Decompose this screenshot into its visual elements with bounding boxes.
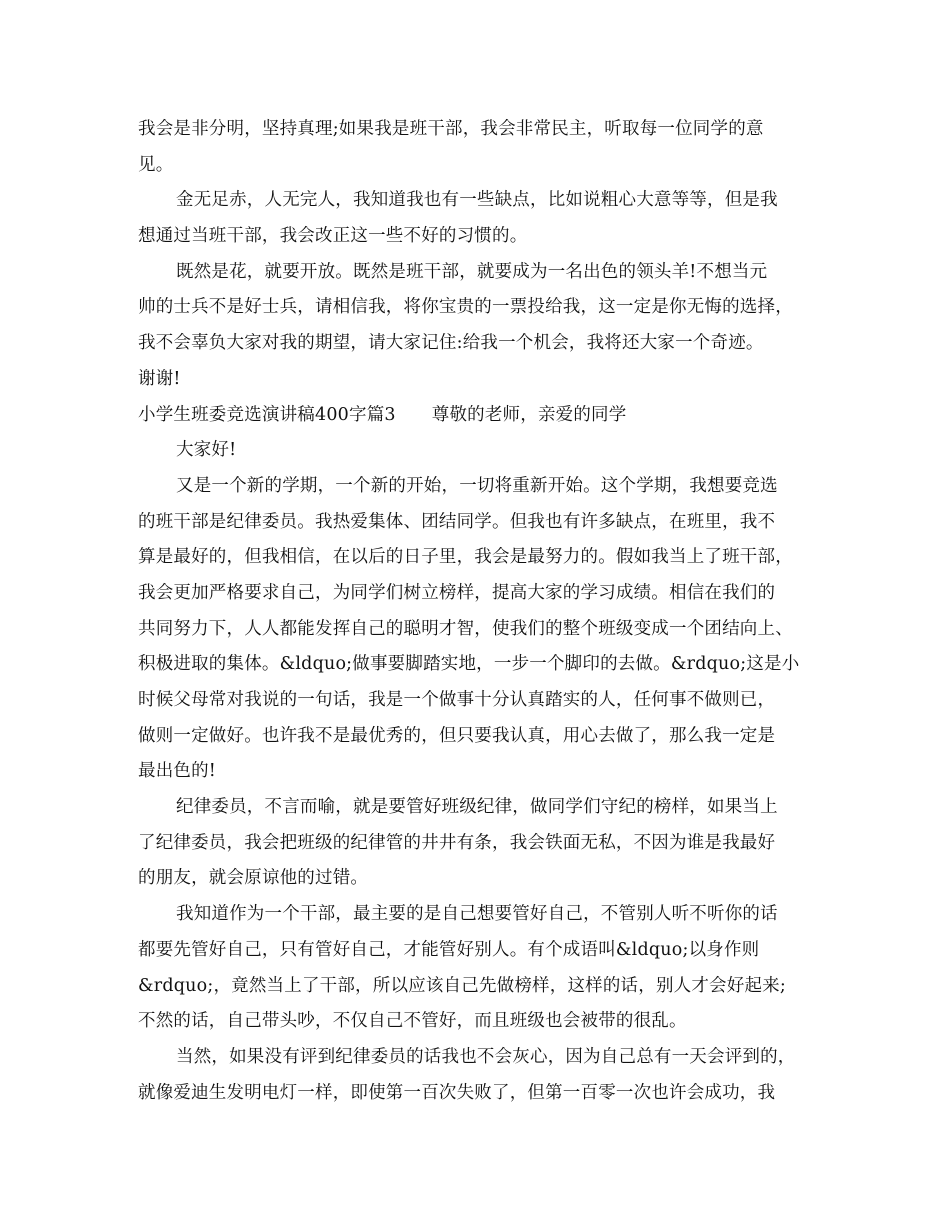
text-line: 积极进取的集体。&ldquo;做事要脚踏实地，一步一个脚印的去做。&rdquo;这是小	[138, 654, 800, 675]
text-line: 时候父母常对我说的一句话，我是一个做事十分认真踏实的人，任何事不做则已，	[138, 690, 776, 710]
text-line: 最出色的!	[138, 761, 217, 782]
text-line: 当然，如果没有评到纪律委员的话我也不会灰心，因为自己总有一天会评到的，	[176, 1046, 796, 1067]
text-line: 就像爱迪生发明电灯一样，即使第一百次失败了，但第一百零一次也许会成功，我	[138, 1082, 776, 1103]
text-line: 帅的士兵不是好士兵，请相信我，将你宝贵的一票投给我，这一定是你无悔的选择，	[138, 297, 793, 318]
text-line: 谢谢!	[138, 368, 181, 389]
document-body	[138, 112, 818, 1111]
text-line: 金无足赤，人无完人，我知道我也有一些缺点，比如说粗心大意等等，但是我	[176, 190, 778, 211]
text-line: 算是最好的，但我相信，在以后的日子里，我会是最努力的。假如我当上了班干部，	[138, 547, 793, 568]
text-line: 共同努力下，人人都能发挥自己的聪明才智，使我们的整个班级变成一个团结向上、	[138, 618, 793, 639]
text-line: 的班干部是纪律委员。我热爱集体、团结同学。但我也有许多缺点，在班里，我不	[138, 511, 776, 532]
text-line: 想通过当班干部，我会改正这一些不好的习惯的。	[138, 226, 528, 247]
text-line: 做则一定做好。也许我不是最优秀的，但只要我认真，用心去做了，那么我一定是	[138, 725, 776, 746]
text-line: 我会更加严格要求自己，为同学们树立榜样，提高大家的学习成绩。相信在我们的	[138, 582, 776, 603]
text-line: 既然是花，就要开放。既然是班干部，就要成为一名出色的领头羊!不想当元	[176, 261, 768, 282]
text-line: 了纪律委员，我会把班级的纪律管的井井有条，我会铁面无私，不因为谁是我最好	[138, 832, 776, 853]
text-line: 见。	[138, 154, 174, 175]
text-line: 又是一个新的学期，一个新的开始，一切将重新开始。这个学期，我想要竞选	[176, 475, 778, 496]
text-line: 都要先管好自己，只有管好自己，才能管好别人。有个成语叫&ldquo;以身作则	[138, 939, 760, 960]
text-line: 我会是非分明，坚持真理;如果我是班干部，我会非常民主，听取每一位同学的意	[138, 119, 764, 139]
section-heading	[138, 398, 818, 434]
text-line: 我不会辜负大家对我的期望，请大家记住:给我一个机会，我将还大家一个奇迹。	[138, 333, 764, 354]
text-line: 不然的话，自己带头吵，不仅自己不管好，而且班级也会被带的很乱。	[138, 1011, 687, 1032]
text-line: &rdquo;，竟然当上了干部，所以应该自己先做榜样，这样的话，别人才会好起来;	[138, 975, 786, 996]
section-title: 小学生班委竞选演讲稿400字篇3	[138, 404, 396, 425]
text-line: 我知道作为一个干部，最主要的是自己想要管好自己，不管别人听不听你的话	[176, 904, 778, 925]
text-line: 纪律委员，不言而喻，就是要管好班级纪律，做同学们守纪的榜样，如果当上	[176, 797, 778, 818]
salutation: 尊敬的老师，亲爱的同学	[431, 404, 627, 425]
text-line: 的朋友，就会原谅他的过错。	[138, 868, 369, 889]
text-line: 大家好!	[176, 440, 237, 461]
